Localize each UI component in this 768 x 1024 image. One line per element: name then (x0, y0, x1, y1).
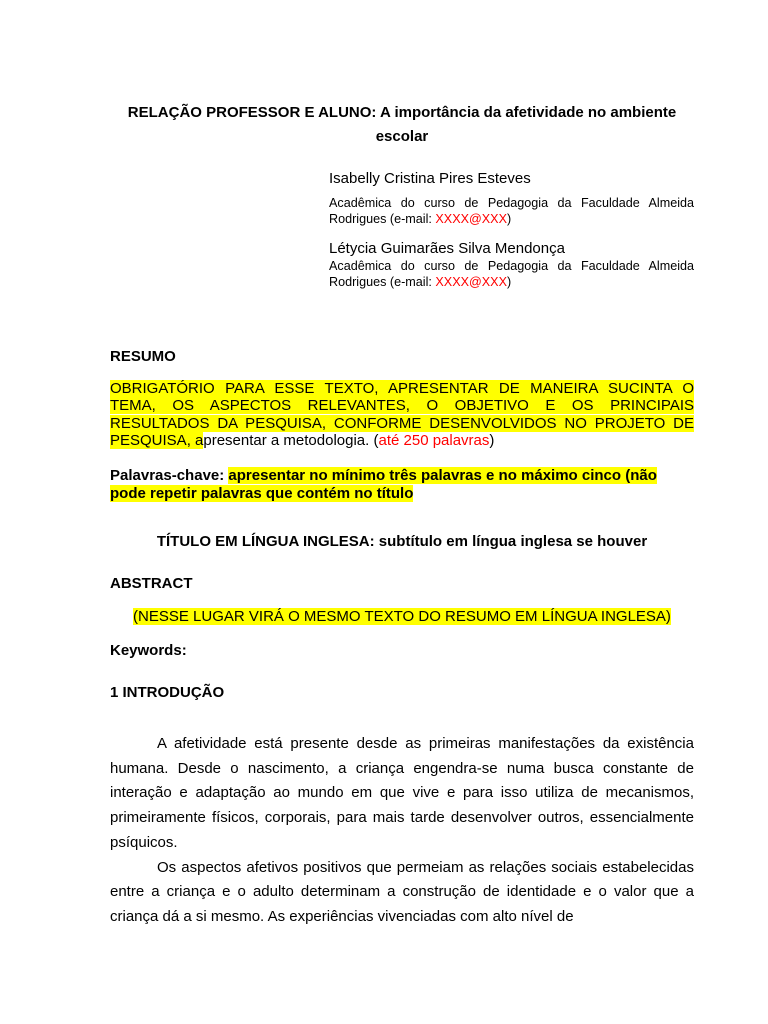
document-title (110, 101, 694, 149)
author-name: Létycia Guimarães Silva Mendonça (329, 240, 565, 257)
abstract-text: (NESSE LUGAR VIRÁ O MESMO TEXTO DO RESUMO EM LÍNGUA INGLESA) (133, 608, 671, 625)
keywords-label: Palavras-chave: (110, 467, 225, 484)
title-subtitle: A importância da afetividade no ambiente escolar (375, 104, 677, 145)
author-block-2 (329, 240, 694, 290)
author-email: XXXX@XXX (435, 275, 507, 289)
word-limit: até 250 palavras (378, 432, 490, 450)
keywords-pt (110, 467, 694, 503)
english-title: TÍTULO EM LÍNGUA INGLESA: subtítulo em língua inglesa se houver (156, 533, 648, 550)
paragraph: Os aspectos afetivos positivos que permeiam as relações sociais estabelecidas entre a criança e o adulto determinam a construção de identidade e o valor que a criança dá a si mesmo. As experiências vivenciadas com alto nível de (110, 858, 694, 925)
introduction-heading: 1 INTRODUÇÃO (110, 684, 225, 701)
resumo-text: OBRIGATÓRIO PARA ESSE TEXTO, APRESENTAR DE MANEIRA SUCINTA O TEMA, OS ASPECTOS RELEVANTES, O OBJETIVO E OS PRINCIPAIS RESULTADOS DA PESQUISA, CONFORME DESENVOLVIDOS NO PROJETO DE PESQUISA, apresentar a metodologia. (até 250 palavras) (110, 380, 694, 450)
keywords-en-label: Keywords: (110, 642, 187, 659)
title-main: RELAÇÃO PROFESSOR E ALUNO: (127, 104, 377, 121)
author-block-1 (329, 170, 694, 227)
author-affiliation: Acadêmica do curso de Pedagogia da Faculdade Almeida Rodrigues (e-mail: XXXX@XXX) (329, 196, 694, 226)
resumo-heading: RESUMO (110, 348, 176, 365)
author-email: XXXX@XXX (435, 212, 507, 226)
author-affiliation: Acadêmica do curso de Pedagogia da Faculdade Almeida Rodrigues (e-mail: XXXX@XXX) (329, 259, 694, 289)
resumo-highlighted: OBRIGATÓRIO PARA ESSE TEXTO, APRESENTAR DE MANEIRA SUCINTA O TEMA, OS ASPECTOS RELEVANTES, O OBJETIVO E OS PRINCIPAIS RESULTADOS DA PESQUISA, CONFORME DESENVOLVIDOS NO PROJETO DE PESQUISA, a (110, 380, 694, 450)
keywords-text: apresentar no mínimo três palavras e no máximo cinco (não pode repetir palavras que contém no título (110, 467, 657, 502)
abstract-heading: ABSTRACT (110, 575, 193, 592)
introduction-body (110, 732, 694, 930)
author-name: Isabelly Cristina Pires Esteves (329, 170, 531, 187)
paragraph: A afetividade está presente desde as primeiras manifestações da existência humana. Desde o nascimento, a criança engendra-se numa busca constante de interação e adaptação ao mundo em que vive e para isso utiliza de mecanismos, primeiramente físicos, corporais, para mais tarde desenvolver outros, essencialmente psíquicos. (110, 735, 694, 851)
